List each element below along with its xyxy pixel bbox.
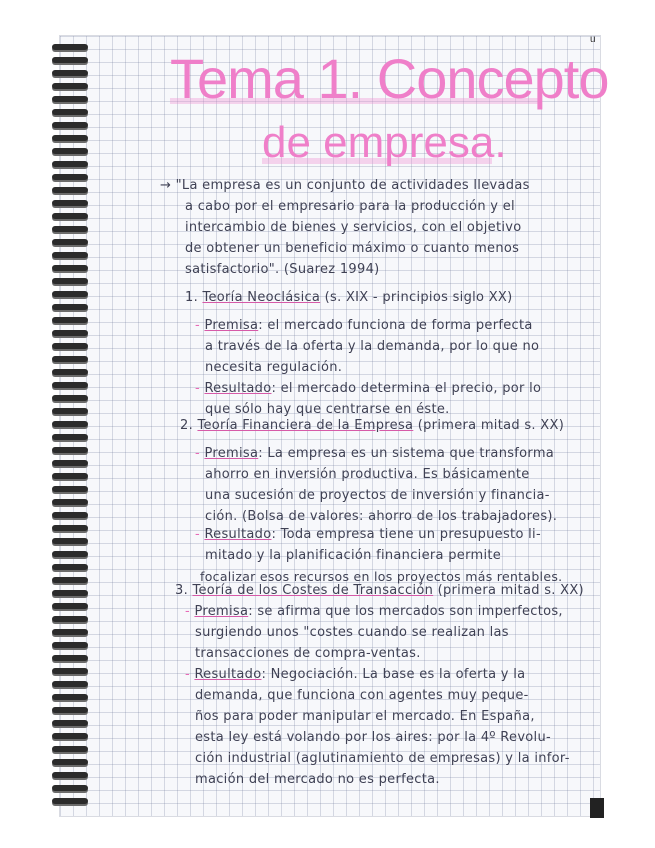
- spiral-coil: [52, 343, 88, 349]
- spiral-coil: [52, 408, 88, 414]
- premisa-text: : se afirma que los mercados son imperfectos,: [248, 604, 563, 619]
- spiral-binding: [52, 44, 90, 814]
- premisa-line: [195, 446, 554, 461]
- spiral-coil: [52, 200, 88, 206]
- definition-line: a cabo por el empresario para la producción y el: [185, 199, 515, 214]
- spiral-coil: [52, 265, 88, 271]
- spiral-coil: [52, 798, 88, 804]
- resultado-line: esta ley está volando por los aires: por la 4º Revolu-: [195, 730, 552, 745]
- premisa-label: Premisa: [204, 318, 259, 333]
- definition-line: satisfactorio". (Suarez 1994): [185, 262, 380, 277]
- spiral-coil: [52, 681, 88, 687]
- spiral-coil: [52, 421, 88, 427]
- resultado-line: ción industrial (aglutinamiento de empresas) y la infor-: [195, 751, 570, 766]
- spiral-coil: [52, 382, 88, 388]
- page-title: Tema 1. Concepto: [170, 47, 609, 110]
- spiral-coil: [52, 460, 88, 466]
- section-title: Teoría Neoclásica: [202, 290, 321, 305]
- resultado-line: [195, 527, 541, 542]
- premisa-line: [195, 318, 533, 333]
- definition-line: → "La empresa es un conjunto de actividades llevadas: [160, 178, 530, 193]
- spiral-coil: [52, 720, 88, 726]
- spiral-coil: [52, 83, 88, 89]
- spiral-coil: [52, 239, 88, 245]
- section-title: Teoría Financiera de la Empresa: [197, 418, 414, 433]
- resultado-text: : Negociación. La base es la oferta y la: [261, 667, 526, 682]
- bullet-dash: -: [185, 604, 195, 619]
- spiral-coil: [52, 304, 88, 310]
- spiral-coil: [52, 538, 88, 544]
- spiral-coil: [52, 590, 88, 596]
- spiral-coil: [52, 96, 88, 102]
- spiral-coil: [52, 252, 88, 258]
- section-heading: [185, 290, 513, 305]
- bullet-dash: -: [195, 446, 205, 461]
- premisa-line: transacciones de compra-ventas.: [195, 646, 421, 661]
- spiral-coil: [52, 707, 88, 713]
- section-heading: [175, 583, 584, 598]
- spiral-coil: [52, 525, 88, 531]
- spiral-coil: [52, 187, 88, 193]
- bullet-dash: -: [195, 527, 205, 542]
- spiral-coil: [52, 577, 88, 583]
- spiral-coil: [52, 473, 88, 479]
- resultado-line: ños para poder manipular el mercado. En España,: [195, 709, 535, 724]
- resultado-line: [185, 667, 525, 682]
- premisa-label: Premisa: [204, 446, 259, 461]
- spiral-coil: [52, 44, 88, 50]
- bullet-dash: -: [195, 381, 205, 396]
- section-number: 2.: [180, 418, 194, 433]
- resultado-text: : el mercado determina el precio, por lo: [271, 381, 542, 396]
- spiral-coil: [52, 213, 88, 219]
- premisa-text: : el mercado funciona de forma perfecta: [258, 318, 533, 333]
- spiral-coil: [52, 317, 88, 323]
- spiral-coil: [52, 278, 88, 284]
- spiral-coil: [52, 109, 88, 115]
- spiral-coil: [52, 135, 88, 141]
- resultado-label: Resultado: [204, 381, 272, 396]
- spiral-coil: [52, 70, 88, 76]
- premisa-line: ción. (Bolsa de valores: ahorro de los trabajadores).: [205, 509, 558, 524]
- section-heading: [180, 418, 564, 433]
- spiral-coil: [52, 655, 88, 661]
- bullet-dash: -: [185, 667, 195, 682]
- page-subtitle: de empresa.: [262, 118, 507, 167]
- resultado-line: demanda, que funciona con agentes muy peque-: [195, 688, 529, 703]
- spiral-coil: [52, 161, 88, 167]
- spiral-coil: [52, 564, 88, 570]
- spiral-coil: [52, 486, 88, 492]
- spiral-coil: [52, 434, 88, 440]
- resultado-line: [195, 381, 541, 396]
- spiral-coil: [52, 616, 88, 622]
- spiral-coil: [52, 122, 88, 128]
- section-note: (primera mitad s. XX): [437, 583, 584, 598]
- spiral-coil: [52, 512, 88, 518]
- corner-mark: u: [590, 34, 596, 45]
- resultado-line: focalizar esos recursos en los proyectos más rentables.: [200, 569, 563, 584]
- definition-line: intercambio de bienes y servicios, con el objetivo: [185, 220, 522, 235]
- premisa-text: : La empresa es un sistema que transforma: [258, 446, 555, 461]
- spiral-coil: [52, 785, 88, 791]
- resultado-label: Resultado: [204, 527, 272, 542]
- spiral-coil: [52, 174, 88, 180]
- resultado-label: Resultado: [194, 667, 262, 682]
- bullet-dash: -: [195, 318, 205, 333]
- spiral-coil: [52, 148, 88, 154]
- spiral-coil: [52, 369, 88, 375]
- section-number: 1.: [185, 290, 199, 305]
- definition-line: de obtener un beneficio máximo o cuanto menos: [185, 241, 520, 256]
- spiral-coil: [52, 226, 88, 232]
- spiral-coil: [52, 603, 88, 609]
- spiral-coil: [52, 356, 88, 362]
- premisa-line: surgiendo unos "costes cuando se realizan las: [195, 625, 509, 640]
- premisa-line: [185, 604, 563, 619]
- spiral-coil: [52, 694, 88, 700]
- resultado-line: que sólo hay que centrarse en éste.: [205, 402, 450, 417]
- premisa-line: necesita regulación.: [205, 360, 343, 375]
- spiral-coil: [52, 746, 88, 752]
- premisa-line: una sucesión de proyectos de inversión y financia-: [205, 488, 550, 503]
- spiral-coil: [52, 759, 88, 765]
- section-title: Teoría de los Costes de Transacción: [192, 583, 434, 598]
- section-note: (s. XIX - principios siglo XX): [324, 290, 513, 305]
- spiral-coil: [52, 668, 88, 674]
- section-number: 3.: [175, 583, 189, 598]
- spiral-coil: [52, 642, 88, 648]
- spiral-coil: [52, 551, 88, 557]
- premisa-label: Premisa: [194, 604, 249, 619]
- resultado-text: : Toda empresa tiene un presupuesto li-: [271, 527, 541, 542]
- resultado-line: mitado y la planificación financiera permite: [205, 548, 502, 563]
- spiral-coil: [52, 57, 88, 63]
- spiral-coil: [52, 733, 88, 739]
- spiral-coil: [52, 395, 88, 401]
- premisa-line: ahorro en inversión productiva. Es básicamente: [205, 467, 530, 482]
- section-note: (primera mitad s. XX): [417, 418, 565, 433]
- spiral-coil: [52, 330, 88, 336]
- premisa-line: a través de la oferta y la demanda, por lo que no: [205, 339, 540, 354]
- resultado-line: mación del mercado no es perfecta.: [195, 772, 440, 787]
- spiral-coil: [52, 772, 88, 778]
- spiral-coil: [52, 499, 88, 505]
- spiral-coil: [52, 447, 88, 453]
- spiral-coil: [52, 291, 88, 297]
- spiral-coil: [52, 629, 88, 635]
- page-corner: [590, 798, 604, 818]
